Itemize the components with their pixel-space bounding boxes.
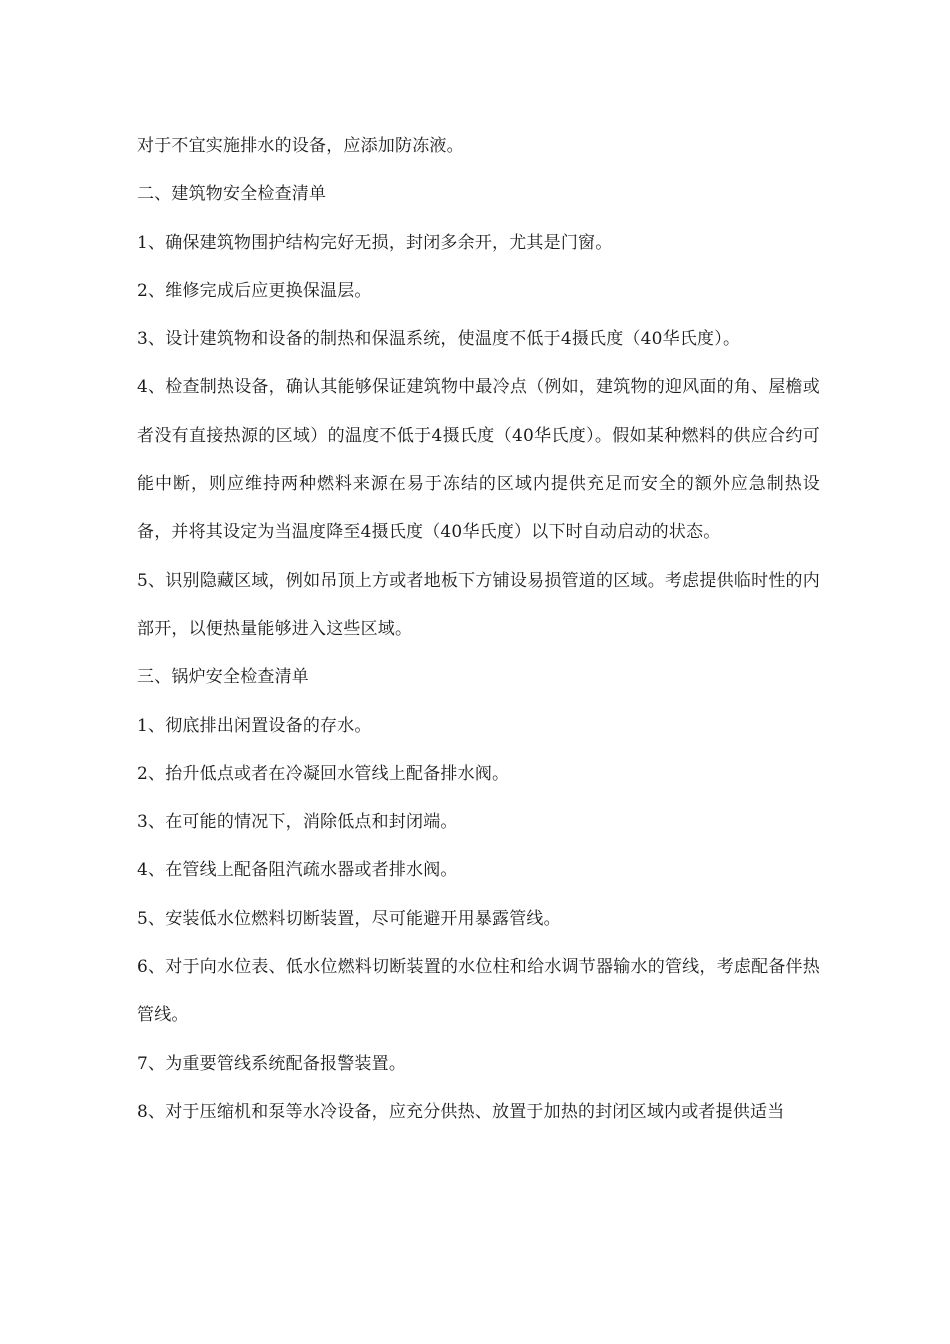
list-item-boiler-6: 6、对于向水位表、低水位燃料切断装置的水位柱和给水调节器输水的管线，考虑配备伴热管线。 (137, 957, 820, 1026)
list-item-boiler-4: 4、在管线上配备阻汽疏水器或者排水阀。 (137, 860, 458, 881)
list-item-building-5: 5、识别隐藏区域，例如吊顶上方或者地板下方铺设易损管道的区域。考虑提供临时性的内部开，以便热量能够进入这些区域。 (137, 570, 820, 639)
section-heading-building-checklist: 二、建筑物安全检查清单 (137, 184, 327, 205)
list-item-boiler-8: 8、对于压缩机和泵等水冷设备，应充分供热、放置于加热的封闭区域内或者提供适当 (137, 1101, 785, 1122)
paragraph-antifreeze-note: 对于不宜实施排水的设备，应添加防冻液。 (137, 136, 464, 156)
list-item-boiler-1: 1、彻底排出闲置设备的存水。 (137, 715, 372, 736)
list-item-boiler-2: 2、抬升低点或者在冷凝回水管线上配备排水阀。 (137, 763, 510, 784)
section-heading-boiler-checklist: 三、锅炉安全检查清单 (137, 667, 309, 688)
list-item-building-4: 4、检查制热设备，确认其能够保证建筑物中最冷点（例如，建筑物的迎风面的角、屋檐或者没有直接热源的区域）的温度不低于4摄氏度（40华氏度）。假如某种燃料的供应合约可能中断，则应维持两种燃料来源在易于冻结的区域内提供充足而安全的额外应急制热设备，并将其设定为当温度降至4摄氏度（40华氏度）以下时自动启动的状态。 (137, 377, 820, 543)
list-item-building-2: 2、维修完成后应更换保温层。 (137, 280, 372, 301)
list-item-boiler-3: 3、在可能的情况下，消除低点和封闭端。 (137, 812, 458, 833)
list-item-building-1: 1、确保建筑物围护结构完好无损，封闭多余开，尤其是门窗。 (137, 232, 613, 253)
document-body (137, 122, 820, 1136)
list-item-boiler-7: 7、为重要管线系统配备报警装置。 (137, 1053, 407, 1074)
list-item-building-3: 3、设计建筑物和设备的制热和保温系统，使温度不低于4摄氏度（40华氏度）。 (137, 329, 741, 350)
list-item-boiler-5: 5、安装低水位燃料切断装置，尽可能避开用暴露管线。 (137, 908, 561, 929)
